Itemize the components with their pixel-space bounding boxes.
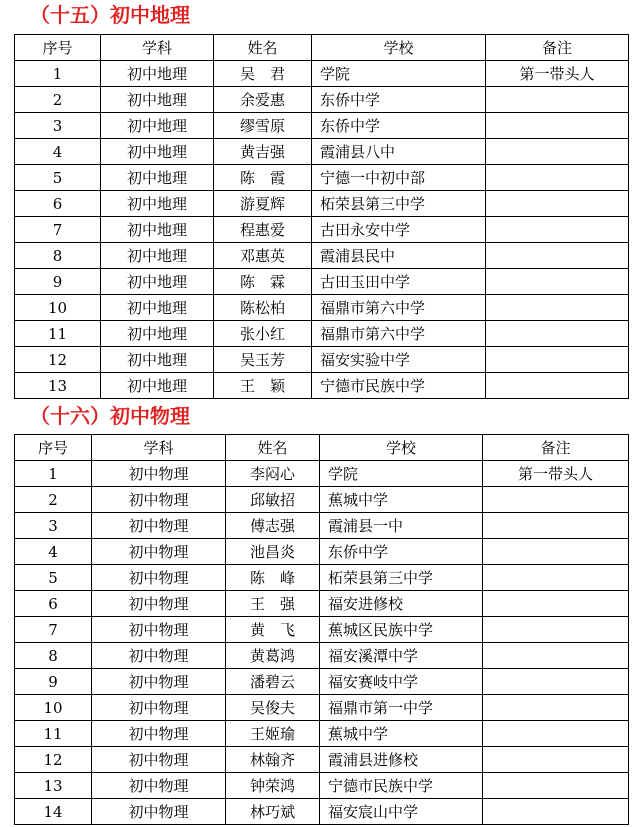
table-row bbox=[15, 191, 629, 217]
cell-name: 吴俊夫 bbox=[226, 695, 320, 721]
cell-remark bbox=[486, 321, 629, 347]
physics-table bbox=[14, 434, 629, 825]
cell-remark bbox=[483, 565, 629, 591]
table-row bbox=[15, 747, 629, 773]
cell-name: 缪雪原 bbox=[214, 113, 312, 139]
cell-remark bbox=[486, 139, 629, 165]
cell-subject: 初中地理 bbox=[101, 243, 214, 269]
cell-index: 3 bbox=[15, 113, 101, 139]
cell-remark bbox=[486, 191, 629, 217]
header-index: 序号 bbox=[15, 435, 92, 461]
cell-school: 宁德市民族中学 bbox=[320, 773, 483, 799]
table-row bbox=[15, 721, 629, 747]
cell-school: 福安赛岐中学 bbox=[320, 669, 483, 695]
cell-remark bbox=[483, 487, 629, 513]
table-row bbox=[15, 695, 629, 721]
cell-subject: 初中地理 bbox=[101, 373, 214, 399]
cell-name: 吴玉芳 bbox=[214, 347, 312, 373]
section-title-geography: （十五）初中地理 bbox=[30, 3, 190, 27]
table-row bbox=[15, 113, 629, 139]
cell-remark bbox=[486, 165, 629, 191]
cell-index: 5 bbox=[15, 565, 92, 591]
cell-index: 3 bbox=[15, 513, 92, 539]
cell-remark bbox=[483, 539, 629, 565]
cell-school: 蕉城中学 bbox=[320, 487, 483, 513]
cell-name: 林翰齐 bbox=[226, 747, 320, 773]
cell-index: 10 bbox=[15, 295, 101, 321]
cell-remark bbox=[483, 513, 629, 539]
cell-index: 11 bbox=[15, 721, 92, 747]
header-remark: 备注 bbox=[486, 35, 629, 61]
table-row bbox=[15, 243, 629, 269]
cell-index: 9 bbox=[15, 269, 101, 295]
cell-subject: 初中物理 bbox=[92, 617, 226, 643]
cell-school: 学院 bbox=[320, 461, 483, 487]
table-row bbox=[15, 487, 629, 513]
cell-remark bbox=[486, 243, 629, 269]
cell-index: 8 bbox=[15, 643, 92, 669]
cell-school: 福安进修校 bbox=[320, 591, 483, 617]
cell-index: 1 bbox=[15, 461, 92, 487]
cell-remark bbox=[486, 113, 629, 139]
cell-index: 10 bbox=[15, 695, 92, 721]
cell-name: 陈松柏 bbox=[214, 295, 312, 321]
cell-remark bbox=[483, 799, 629, 825]
cell-name: 池昌炎 bbox=[226, 539, 320, 565]
cell-school: 东侨中学 bbox=[320, 539, 483, 565]
cell-remark bbox=[483, 721, 629, 747]
cell-remark bbox=[483, 669, 629, 695]
cell-subject: 初中地理 bbox=[101, 61, 214, 87]
header-subject: 学科 bbox=[101, 35, 214, 61]
cell-index: 4 bbox=[15, 139, 101, 165]
cell-name: 钟荣鸿 bbox=[226, 773, 320, 799]
header-remark: 备注 bbox=[483, 435, 629, 461]
cell-remark: 第一带头人 bbox=[486, 61, 629, 87]
cell-index: 13 bbox=[15, 773, 92, 799]
table-row bbox=[15, 347, 629, 373]
cell-remark bbox=[483, 773, 629, 799]
cell-school: 福安实验中学 bbox=[312, 347, 486, 373]
table-row bbox=[15, 61, 629, 87]
cell-school: 古田永安中学 bbox=[312, 217, 486, 243]
cell-subject: 初中物理 bbox=[92, 565, 226, 591]
cell-index: 2 bbox=[15, 487, 92, 513]
table-header-row bbox=[15, 35, 629, 61]
cell-remark bbox=[483, 695, 629, 721]
cell-name: 黄吉强 bbox=[214, 139, 312, 165]
table-row bbox=[15, 295, 629, 321]
cell-subject: 初中地理 bbox=[101, 165, 214, 191]
cell-school: 宁德市民族中学 bbox=[312, 373, 486, 399]
cell-remark bbox=[486, 347, 629, 373]
cell-index: 1 bbox=[15, 61, 101, 87]
cell-name: 游夏辉 bbox=[214, 191, 312, 217]
header-index: 序号 bbox=[15, 35, 101, 61]
cell-school: 蕉城区民族中学 bbox=[320, 617, 483, 643]
cell-index: 14 bbox=[15, 799, 92, 825]
cell-remark bbox=[486, 373, 629, 399]
table-row bbox=[15, 617, 629, 643]
cell-subject: 初中物理 bbox=[92, 773, 226, 799]
cell-remark bbox=[486, 295, 629, 321]
table-row bbox=[15, 269, 629, 295]
table-row bbox=[15, 373, 629, 399]
cell-name: 林巧斌 bbox=[226, 799, 320, 825]
table-row bbox=[15, 591, 629, 617]
table-row bbox=[15, 165, 629, 191]
table-row bbox=[15, 139, 629, 165]
cell-subject: 初中物理 bbox=[92, 539, 226, 565]
cell-school: 福鼎市第六中学 bbox=[312, 321, 486, 347]
cell-name: 陈 峰 bbox=[226, 565, 320, 591]
cell-subject: 初中物理 bbox=[92, 513, 226, 539]
cell-index: 13 bbox=[15, 373, 101, 399]
cell-subject: 初中物理 bbox=[92, 747, 226, 773]
cell-index: 6 bbox=[15, 191, 101, 217]
cell-school: 宁德一中初中部 bbox=[312, 165, 486, 191]
cell-subject: 初中物理 bbox=[92, 591, 226, 617]
cell-subject: 初中物理 bbox=[92, 461, 226, 487]
cell-subject: 初中物理 bbox=[92, 487, 226, 513]
cell-school: 霞浦县民中 bbox=[312, 243, 486, 269]
cell-name: 傅志强 bbox=[226, 513, 320, 539]
cell-index: 6 bbox=[15, 591, 92, 617]
header-school: 学校 bbox=[320, 435, 483, 461]
cell-subject: 初中地理 bbox=[101, 113, 214, 139]
cell-remark bbox=[483, 747, 629, 773]
cell-school: 福安溪潭中学 bbox=[320, 643, 483, 669]
cell-subject: 初中物理 bbox=[92, 669, 226, 695]
table-row bbox=[15, 565, 629, 591]
cell-remark bbox=[483, 643, 629, 669]
cell-school: 柘荣县第三中学 bbox=[312, 191, 486, 217]
cell-school: 东侨中学 bbox=[312, 113, 486, 139]
table-row bbox=[15, 669, 629, 695]
cell-name: 王 颖 bbox=[214, 373, 312, 399]
cell-name: 陈 霞 bbox=[214, 165, 312, 191]
cell-name: 黄 飞 bbox=[226, 617, 320, 643]
cell-name: 潘碧云 bbox=[226, 669, 320, 695]
cell-name: 陈 霖 bbox=[214, 269, 312, 295]
cell-school: 福鼎市第六中学 bbox=[312, 295, 486, 321]
cell-index: 5 bbox=[15, 165, 101, 191]
cell-name: 张小红 bbox=[214, 321, 312, 347]
cell-school: 福鼎市第一中学 bbox=[320, 695, 483, 721]
cell-index: 8 bbox=[15, 243, 101, 269]
cell-school: 东侨中学 bbox=[312, 87, 486, 113]
cell-subject: 初中地理 bbox=[101, 87, 214, 113]
cell-subject: 初中地理 bbox=[101, 191, 214, 217]
cell-remark bbox=[486, 217, 629, 243]
cell-name: 邱敏招 bbox=[226, 487, 320, 513]
cell-subject: 初中地理 bbox=[101, 217, 214, 243]
cell-name: 王 强 bbox=[226, 591, 320, 617]
cell-subject: 初中地理 bbox=[101, 295, 214, 321]
cell-index: 7 bbox=[15, 217, 101, 243]
geography-table bbox=[14, 34, 629, 399]
table-row bbox=[15, 773, 629, 799]
cell-remark bbox=[486, 87, 629, 113]
header-subject: 学科 bbox=[92, 435, 226, 461]
cell-index: 11 bbox=[15, 321, 101, 347]
table-row bbox=[15, 799, 629, 825]
cell-school: 古田玉田中学 bbox=[312, 269, 486, 295]
cell-name: 程惠爱 bbox=[214, 217, 312, 243]
cell-index: 12 bbox=[15, 747, 92, 773]
cell-school: 霞浦县八中 bbox=[312, 139, 486, 165]
table-row bbox=[15, 321, 629, 347]
cell-index: 12 bbox=[15, 347, 101, 373]
cell-subject: 初中地理 bbox=[101, 321, 214, 347]
cell-name: 吴 君 bbox=[214, 61, 312, 87]
table-row bbox=[15, 513, 629, 539]
table-row bbox=[15, 643, 629, 669]
header-name: 姓名 bbox=[214, 35, 312, 61]
cell-name: 李闷心 bbox=[226, 461, 320, 487]
cell-school: 蕉城中学 bbox=[320, 721, 483, 747]
header-school: 学校 bbox=[312, 35, 486, 61]
table-row bbox=[15, 461, 629, 487]
cell-name: 王姬瑜 bbox=[226, 721, 320, 747]
section-title-physics: （十六）初中物理 bbox=[30, 404, 190, 428]
cell-remark bbox=[486, 269, 629, 295]
cell-remark: 第一带头人 bbox=[483, 461, 629, 487]
cell-remark bbox=[483, 591, 629, 617]
cell-subject: 初中物理 bbox=[92, 695, 226, 721]
cell-name: 邓惠英 bbox=[214, 243, 312, 269]
cell-subject: 初中地理 bbox=[101, 139, 214, 165]
cell-subject: 初中地理 bbox=[101, 269, 214, 295]
cell-index: 4 bbox=[15, 539, 92, 565]
cell-school: 福安宸山中学 bbox=[320, 799, 483, 825]
cell-school: 霞浦县一中 bbox=[320, 513, 483, 539]
table-row bbox=[15, 539, 629, 565]
cell-subject: 初中物理 bbox=[92, 721, 226, 747]
cell-index: 9 bbox=[15, 669, 92, 695]
cell-name: 余爱惠 bbox=[214, 87, 312, 113]
cell-subject: 初中物理 bbox=[92, 799, 226, 825]
cell-subject: 初中物理 bbox=[92, 643, 226, 669]
table-header-row bbox=[15, 435, 629, 461]
header-name: 姓名 bbox=[226, 435, 320, 461]
cell-remark bbox=[483, 617, 629, 643]
cell-index: 2 bbox=[15, 87, 101, 113]
cell-subject: 初中地理 bbox=[101, 347, 214, 373]
cell-name: 黄葛鸿 bbox=[226, 643, 320, 669]
cell-school: 柘荣县第三中学 bbox=[320, 565, 483, 591]
table-row bbox=[15, 217, 629, 243]
cell-school: 学院 bbox=[312, 61, 486, 87]
table-row bbox=[15, 87, 629, 113]
cell-school: 霞浦县进修校 bbox=[320, 747, 483, 773]
cell-index: 7 bbox=[15, 617, 92, 643]
